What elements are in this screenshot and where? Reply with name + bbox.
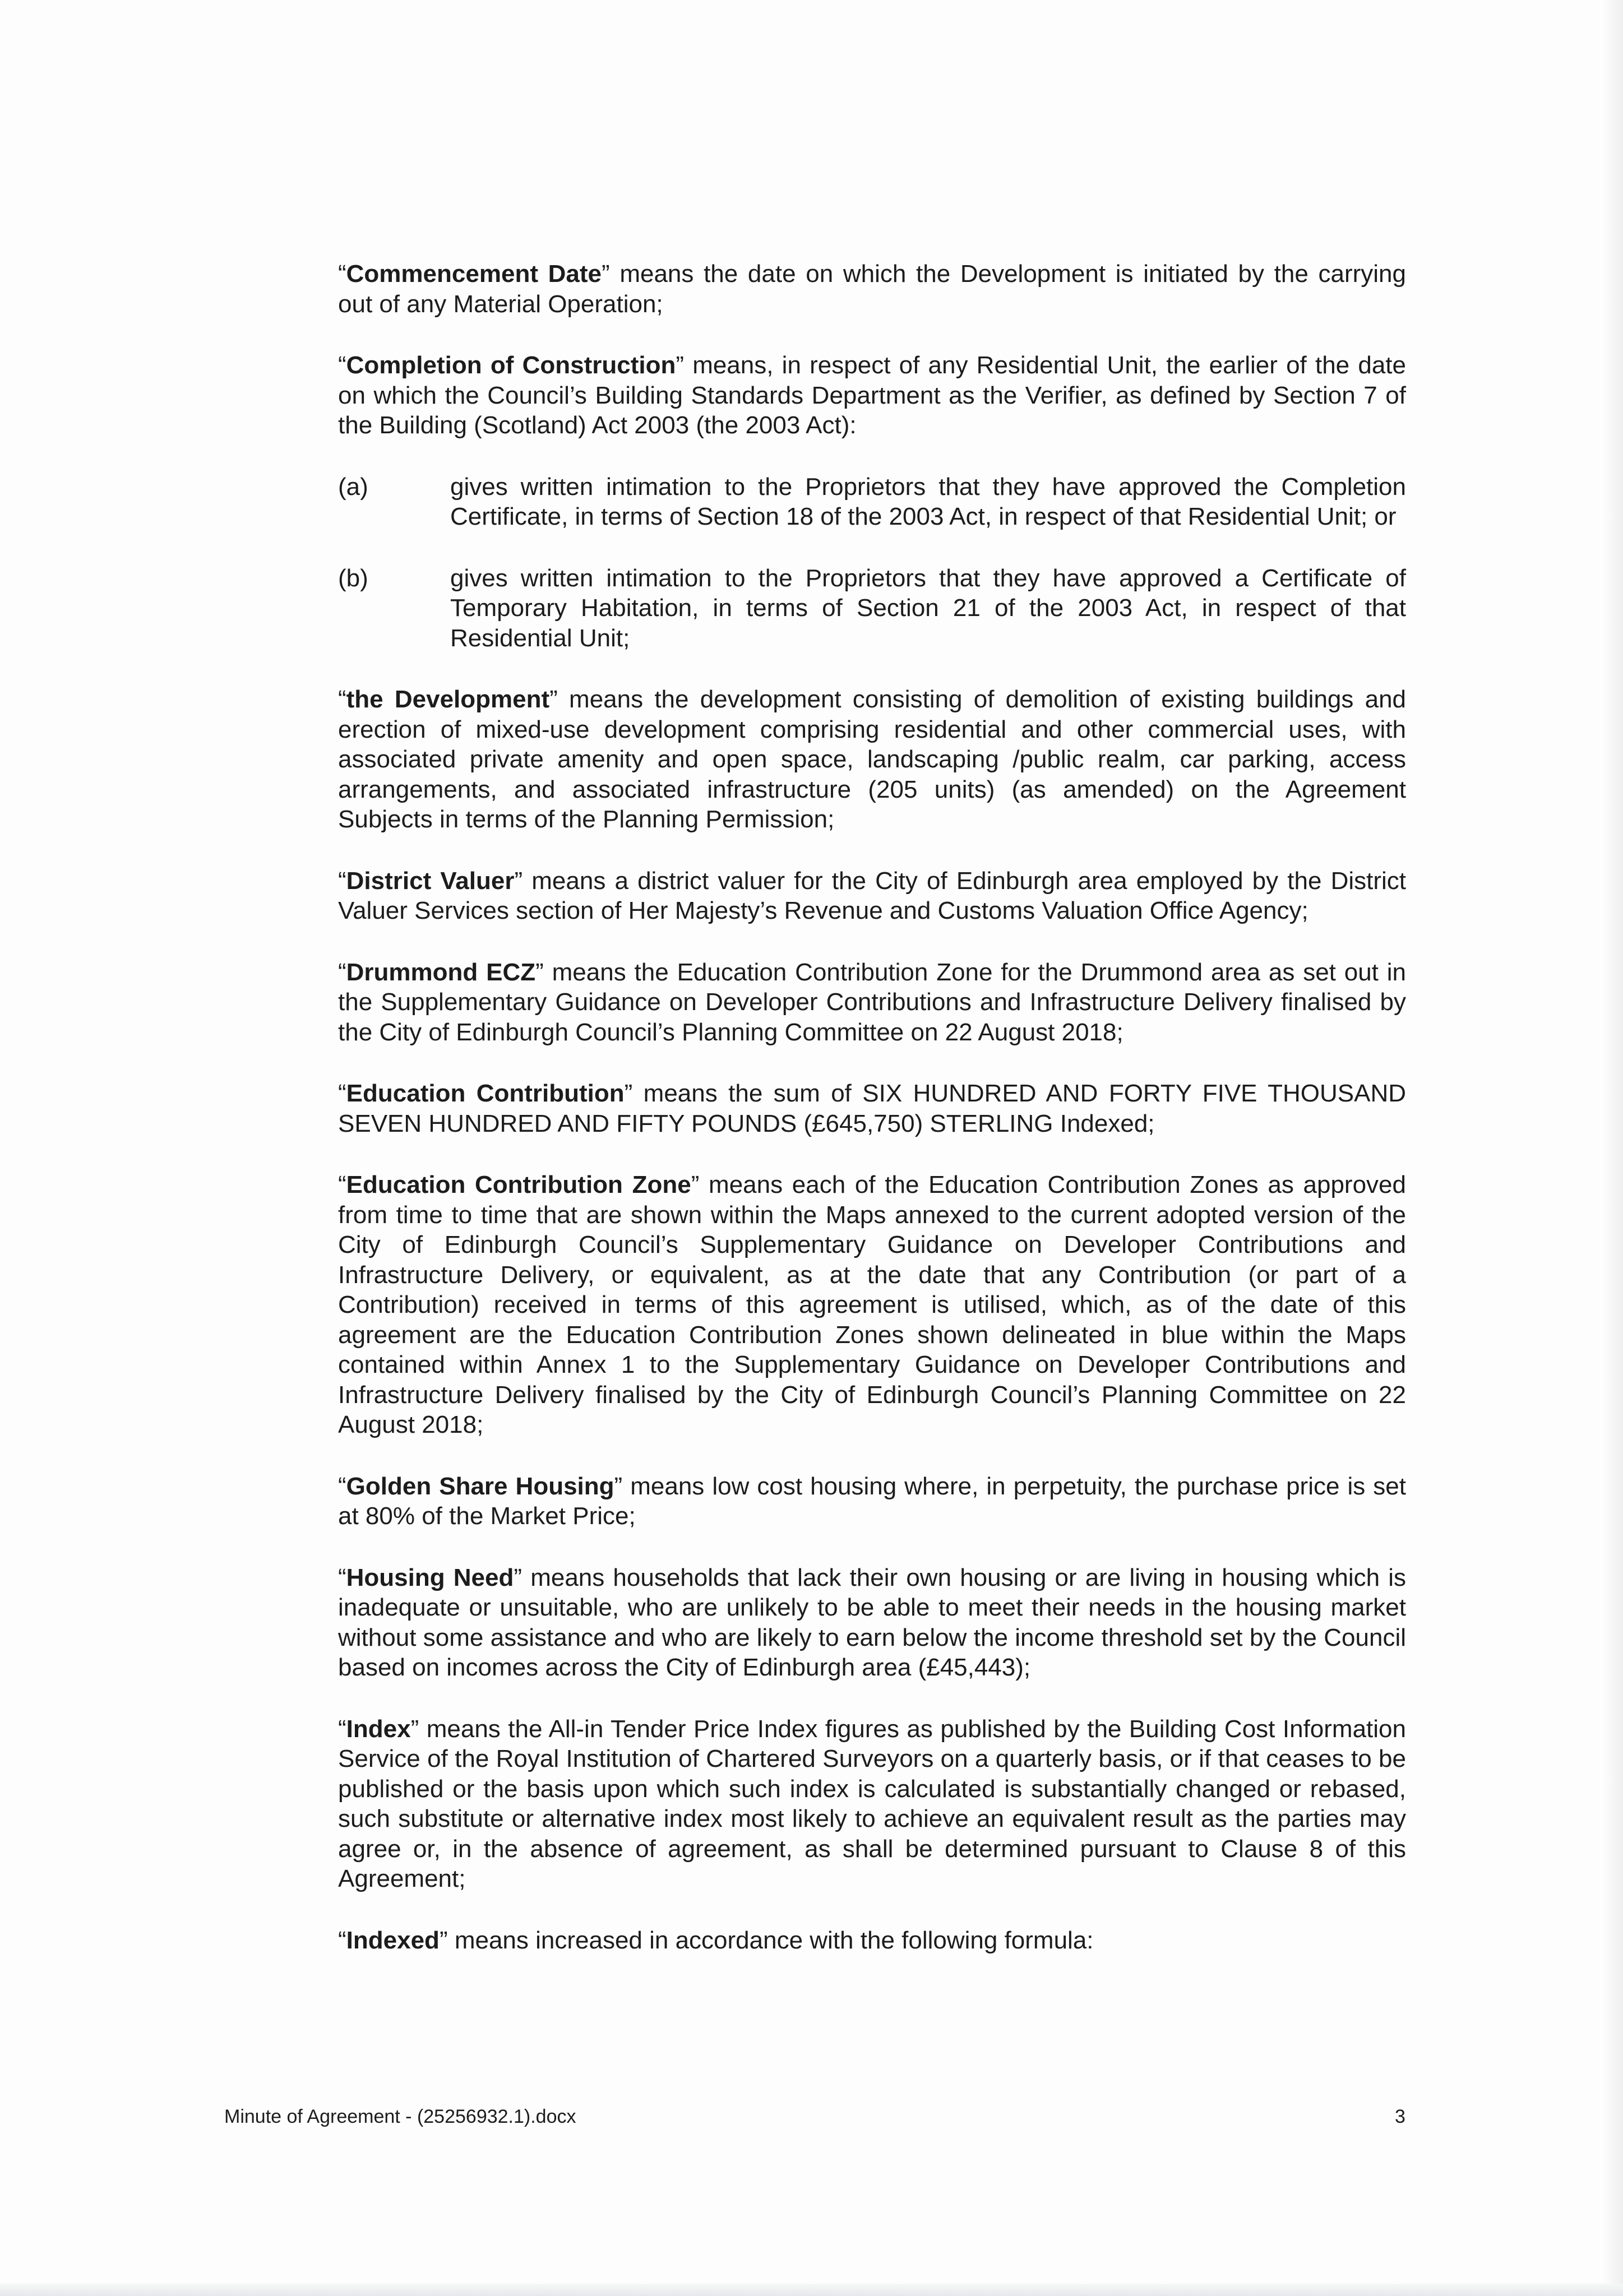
definition-paragraph: [338, 1563, 1406, 1683]
definition-subitem: [338, 563, 1406, 654]
defined-term: the Development: [346, 686, 550, 713]
definition-subitem: [338, 472, 1406, 532]
defined-term: Education Contribution Zone: [346, 1171, 691, 1198]
defined-term: Drummond ECZ: [346, 958, 536, 986]
definition-paragraph: [338, 1170, 1406, 1440]
close-quote: ”: [410, 1715, 419, 1743]
definition-text: means the Education Contribution Zone for the Drummond area as set out in the Supplementary Guidance on Developer Contributions and Infrastructure Delivery finalised by the City of Edinburgh Council’s Planning Committee on 22 August 2018;: [338, 958, 1406, 1046]
subitem-label: (a): [338, 473, 368, 501]
defined-term: Indexed: [346, 1926, 440, 1954]
subitem-text: gives written intimation to the Proprietors that they have approved a Certificate of Temporary Habitation, in terms of Section 21 of the 2003 Act, in respect of that Residential Unit;: [450, 564, 1406, 652]
definition-paragraph: [338, 866, 1406, 926]
close-quote: ”: [691, 1171, 700, 1198]
open-quote: “: [338, 1472, 346, 1500]
close-quote: ”: [549, 686, 558, 713]
definition-paragraph: [338, 1714, 1406, 1894]
close-quote: ”: [602, 260, 610, 288]
close-quote: ”: [514, 1563, 522, 1591]
scan-edge: [1601, 0, 1623, 2296]
definition-text: means the development consisting of demolition of existing buildings and erection of mixed-use development comprising residential and other commercial uses, with associated private amenity and open space, landscaping /public realm, car parking, access arrangements, and associated infrastructure (205 units) (as amended) on the Agreement Subjects in terms of the Planning Permission;: [338, 686, 1407, 833]
definition-text: means the date on which the Development is initiated by the carrying out of any Material Operation;: [338, 260, 1406, 318]
footer-filename: Minute of Agreement - (25256932.1).docx: [224, 2106, 576, 2127]
definition-paragraph: [338, 350, 1406, 441]
subitem-label: (b): [338, 564, 368, 592]
definition-text: means households that lack their own housing or are living in housing which is inadequate or unsuitable, who are unlikely to be able to meet their needs in the housing market without some assistance and who are likely to earn below the income threshold set by the Council based on incomes across the City of Edinburgh area (£45,443);: [338, 1563, 1407, 1681]
definition-paragraph: [338, 1078, 1406, 1138]
definition-text: means a district valuer for the City of Edinburgh area employed by the District Valuer Services section of Her Majesty’s Revenue and Customs Valuation Office Agency;: [338, 867, 1407, 924]
open-quote: “: [338, 1171, 346, 1198]
defined-term: Golden Share Housing: [346, 1472, 614, 1500]
close-quote: ”: [614, 1472, 623, 1500]
scan-edge-bottom: [0, 2284, 1623, 2296]
defined-term: District Valuer: [346, 867, 515, 895]
footer-page-number: 3: [1395, 2106, 1405, 2127]
definition-paragraph: [338, 684, 1406, 835]
open-quote: “: [338, 260, 346, 288]
definition-text: means low cost housing where, in perpetuity, the purchase price is set at 80% of the Market Price;: [338, 1472, 1406, 1530]
definition-text: means increased in accordance with the following formula:: [447, 1926, 1094, 1954]
close-quote: ”: [439, 1926, 448, 1954]
open-quote: “: [338, 867, 346, 895]
defined-term: Index: [346, 1715, 411, 1743]
close-quote: ”: [514, 867, 523, 895]
definition-text: means the sum of SIX HUNDRED AND FORTY FIVE THOUSAND SEVEN HUNDRED AND FIFTY POUNDS (£645,750) STERLING Indexed;: [338, 1080, 1406, 1137]
close-quote: ”: [624, 1080, 633, 1107]
definition-text: means, in respect of any Residential Unit, the earlier of the date on which the Council’s Building Standards Department as the Verifier, as defined by Section 7 of the Building (Scotland) Act 2003 (the 2003 Act):: [338, 351, 1406, 439]
definition-paragraph: [338, 957, 1406, 1048]
open-quote: “: [338, 1926, 346, 1954]
open-quote: “: [338, 1715, 346, 1743]
close-quote: ”: [535, 958, 544, 986]
open-quote: “: [338, 1080, 346, 1107]
open-quote: “: [338, 958, 346, 986]
defined-term: Completion of Construction: [346, 351, 676, 379]
defined-term: Commencement Date: [346, 260, 602, 288]
subitem-text: gives written intimation to the Proprietors that they have approved the Completion Certificate, in terms of Section 18 of the 2003 Act, in respect of that Residential Unit; or: [450, 473, 1406, 530]
open-quote: “: [338, 1563, 346, 1591]
open-quote: “: [338, 686, 346, 713]
definition-paragraph: [338, 1471, 1406, 1531]
definition-paragraph: [338, 259, 1406, 319]
defined-term: Education Contribution: [346, 1080, 625, 1107]
close-quote: ”: [676, 351, 684, 379]
definition-text: means the All-in Tender Price Index figures as published by the Building Cost Information Service of the Royal Institution of Chartered Surveyors on a quarterly basis, or if that ceases to be published or the basis upon which such index is calculated is substantially changed or rebased, such substitute or alternative index most likely to achieve an equivalent result as the parties may agree or, in the absence of agreement, as shall be determined pursuant to Clause 8 of this Agreement;: [338, 1715, 1406, 1892]
definition-paragraph: [338, 1925, 1406, 1956]
open-quote: “: [338, 351, 346, 379]
defined-term: Housing Need: [346, 1563, 514, 1591]
definition-text: means each of the Education Contribution Zones as approved from time to time that are shown within the Maps annexed to the current adopted version of the City of Edinburgh Council’s Supplementary Guidance on Developer Contributions and Infrastructure Delivery, or equivalent, as at the date that any Contribution (or part of a Contribution) received in terms of this agreement is utilised, which, as of the date of this agreement are the Education Contribution Zones shown delineated in blue within the Maps contained within Annex 1 to the Supplementary Guidance on Developer Contributions and Infrastructure Delivery finalised by the City of Edinburgh Council’s Planning Committee on 22 August 2018;: [338, 1171, 1406, 1438]
definitions-body: [338, 259, 1406, 1987]
